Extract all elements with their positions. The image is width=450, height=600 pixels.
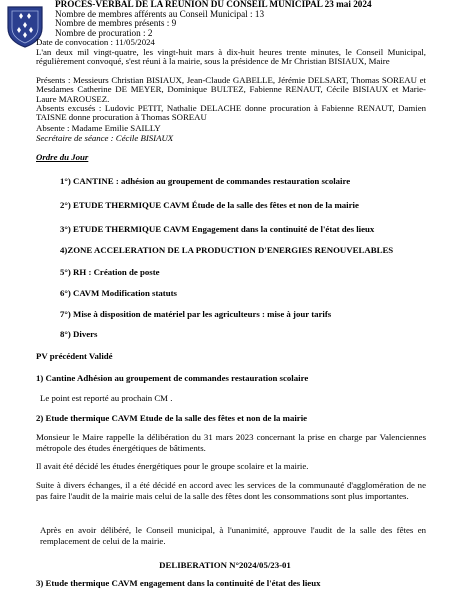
pv-validated: PV précédent Validé xyxy=(36,351,113,361)
ordre-item-8: 8°) Divers xyxy=(60,329,98,339)
header-line-present: Nombre de membres présents : 9 xyxy=(55,18,177,29)
document-title: PROCES-VERBAL DE LA REUNION DU CONSEIL MUNICIPAL 23 mai 2024 xyxy=(55,0,372,9)
section2-paragraph-1: Monsieur le Maire rappelle la délibération du 31 mars 2023 concernant la prise en charge par Valenciennes métropole des études énergétiques de bâtiments. xyxy=(36,432,426,453)
intro-secretaire: Secrétaire de séance : Cécile BISIAUX xyxy=(36,133,174,143)
ordre-heading: Ordre du Jour xyxy=(36,152,89,162)
header xyxy=(55,0,372,38)
header-line-procuration: Nombre de procuration : 2 xyxy=(55,27,153,38)
header-line-members: Nombre de membres afférents au Conseil Municipal : 13 xyxy=(55,8,265,19)
ordre-item-4: 4)ZONE ACCELERATION DE LA PRODUCTION D'ENERGIES RENOUVELABLES xyxy=(60,245,394,255)
ordre-item-6: 6°) CAVM Modification statuts xyxy=(60,288,177,298)
section3-title: 3) Etude thermique CAVM engagement dans la continuité de l'état des lieux xyxy=(36,578,321,588)
section2-paragraph-2: Il avait été décidé les études énergétiques pour le groupe scolaire et la mairie. xyxy=(36,461,309,471)
intro-opening: L'an deux mil vingt-quatre, les vingt-huit mars à dix-huit heures trente minutes, le Conseil Municipal, régulièrement convoqué, s'est réuni à la mairie, sous la présidence de Mr Christian BISIAUX, Maire xyxy=(36,47,426,67)
section2-paragraph-4: Après en avoir délibéré, le Conseil municipal, à l'unanimité, approuve l'audit de la salle des fêtes en remplacement de celui de la mairie. xyxy=(40,525,426,546)
section2-paragraph-3: Suite à divers échanges, il a été décidé en accord avec les services de la communauté d'agglomération de ne pas faire l'audit de la mairie mais celui de la salle des fêtes dont les consommations sont plus importantes. xyxy=(36,480,426,501)
convocation-date: Date de convocation : 11/05/2024 xyxy=(36,37,155,47)
intro-excuses: Absents excusés : Ludovic PETIT, Nathalie DELACHE donne procuration à Fabienne RENAUT, Damien TAISNE donne procuration à Thomas SOREAU xyxy=(36,103,426,123)
ordre-item-7: 7°) Mise à disposition de matériel par les agriculteurs : mise à jour tarifs xyxy=(60,309,332,319)
intro-absente: Absente : Madame Emilie SAILLY xyxy=(36,123,161,133)
section1-text: Le point est reporté au prochain CM . xyxy=(40,393,173,403)
deliberation-number: DELIBERATION N°2024/05/23-01 xyxy=(159,560,291,570)
section2-title: 2) Etude thermique CAVM Etude de la salle des fêtes et non de la mairie xyxy=(36,413,308,423)
ordre-item-1: 1°) CANTINE : adhésion au groupement de commandes restauration scolaire xyxy=(60,176,351,186)
ordre-item-3: 3°) ETUDE THERMIQUE CAVM Engagement dans la continuité de l'état des lieux xyxy=(60,224,375,234)
section1-title: 1) Cantine Adhésion au groupement de commandes restauration scolaire xyxy=(36,373,309,383)
ordre-item-5: 5°) RH : Création de poste xyxy=(60,267,160,277)
intro-presents: Présents : Messieurs Christian BISIAUX, Jean-Claude GABELLE, Jérémie DELSART, Thomas SOREAU et Mesdames Catherine DE MEYER, Dominique BULTEZ, Fabienne RENAUT, Cécile BISIAUX et Marie-Laure MAROUSEZ. xyxy=(36,75,426,104)
ordre-item-2: 2°) ETUDE THERMIQUE CAVM Étude de la salle des fêtes et non de la mairie xyxy=(60,200,359,210)
